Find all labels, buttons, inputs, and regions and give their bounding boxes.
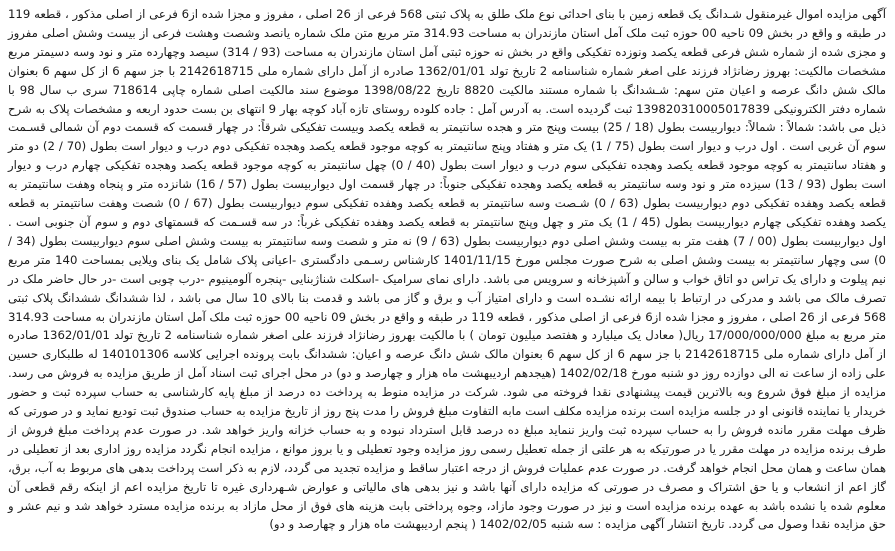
- auction-notice-text: آگهی مزایده اموال غیرمنقول شـدانگ یک قطعه زمین با بنای احداثی نوع ملک طلق به پلاک ثبتی 568 فرعی از 26 اصلی ، مفروز و مجزا شده از6 فرعی از اصلی مذکور ، قطعه 119 در طبقه و واقع در بخش 09 ناحیه 00 حوزه ثبت ملک آمل استان مازندران به مساحت 314.93 متر مربع متن ملک شماره یانصد وشصت وهشت فرعی از بیست وشش اصلی مفروز و مجزی شده از شماره شش فرعی قطعه یکصد ونوزده تفکیکی واقع در بخش نه حوزه ثبتی آمل استان مازندران به مساحت (93 / 314) سیصد وچهارده متر و نود وسه دسیمتر مربع مشخصات مالکیت: بهروز رضانژاد فرزند علی اصغر شماره شناسنامه 2 تاریخ تولد 1362/01/01 صادره از آمل دارای شماره ملی 2142618715 با جز سهم 6 از کل سهم 6 بعنوان مالک شش دانگ عرصه و اعیان متن سهم: شـشدانگ با شماره مستند مالکیت 8820 تاریخ 1398/08/22 موضوع سند مالکیت اصلی شماره چاپی 718614 سری ب سال 98 با شماره دفتر الکترونیکی 139820310005017839 ثبت گردیده است. به آدرس آمل : جاده کلوده روستای تازه آباد کوچه بهار 9 انتهای بن بست حدود اربعه و مشخصات پلاک به شرح ذیل می باشد: شمالاً : شمالاً: دیواربیست بطول (18 / 25) بیست وپنج متر و هجده سانتیمتر به قطعه یکصد وبیست تفکیکی شرقاً: در چهار قسمت که قسمت دوم آن شمالی قسـمت سوم آن غربی است . اول درب و دیوار است بطول (75 / 1) یک متر و هفتاد وپنج سانتیمتر به کوچه موجود قطعه یکصد وهجده تفکیکی دوم درب و دیوار است بطول (70 / 2) دو متر و هفتاد سانتیمتر به کوچه موجود قطعه یکصد وهجده تفکیکی سوم درب و دیوار است بطول (40 / 0) چهل سانتیمتر به کوچه موجود قطعه یکصد وهجده تفکیکی چهارم درب و دیوار است بطول (93 / 13) سیزده متر و نود وسه سانتیمتر به قطعه یکصد وهجده تفکیکی جنوباً: در چهار قسمت اول دیواربیست بطول (57 / 16) شانزده متر و پنجاه وهفت سانتیمتر به قطعه یکصد وهفده تفکیکی دوم دیواربیست بطول (63 / 0) شـصت وسه سانتیمتر به قطعه یکصد وهفده تفکیکی سوم دیواربیست بطول (67 / 0) شصت وهفت سانتیمتر به قطعه یکصد وهفده تفکیکی چهارم دیواربیست بطول (45 / 1) یک متر و چهل وپنج سانتیمتر به قطعه یکصد وهفده تفکیکی غرباً: در سه قسـمت که قسمتهای دوم و سوم آن جنوبی است . اول دیواربیست بطول (00 / 7) هفت متر به بیست وشش اصلی دوم دیواربیست بطول (63 / 9) نه متر و شصت وسه سانتیمتر به بیست وشش اصلی سوم دیواربیست بطول (34 / 0) سی وچهار سانتیمتر به بیست وشش اصلی به شرح صورت مجلس مورخ 1401/11/15 کارشناس رسـمی دادگستری -اعیانی پلاک شامل یک بنای ویلایی بمساحت 140 متر مربع نیم پیلوت و دارای یک تراس دو اتاق خواب و سالن و آشپزخانه و سرویس می باشد. دارای نمای سرامیک -اسکلت شناژبنایی -پنجره آلومینیوم -درب چوبی است -در حال حاضر ملک در تصرف مالک می باشد و مدرکی در ارتباط با بیمه ارائه نشـده است و دارای امتیاز آب و برق و گاز می باشد و قدمت بنا بالای 10 سال می باشد ، لذا ششدانگ ششدانگ پلاک ثبتی 568 فرعی از 26 اصلی ، مفروز و مجزا شده از6 فرعی از اصلی مذکور ، قطعه 119 در طبقه و واقع در بخش 09 ناحیه 00 حوزه ثبت ملک آمل استان مازندران به مساحت 314.93 متر مربع به مبلغ 17/000/000/000 ریال( معادل یک میلیارد و هفتصد میلیون تومان ) با مالکیت بهروز رضانژاد فرزند علی اصغر شماره شناسنامه 2 تاریخ تولد 1362/01/01 صادره از آمل دارای شماره ملی 2142618715 با جز سهم 6 از کل سهم 6 بعنوان مالک شش دانگ عرصه و اعیان: ششدانگ بابت پرونده اجرایی کلاسه 140101306 له طلبکاری حسین علی زاده از ساعت نه الی دوازده روز دو شنبه مورخ 1402/02/18 (هیجدهم اردیبهشت ماه هزار و چهارصد و دو) در محل اجرای ثبت اسناد آمل از طریق مزایده به فروش می رسد. مزایده از مبلغ فوق شروع وبه بالاترین قیمت پیشنهادی نقدا فروخته می شود. شرکت در مزایده منوط به پرداخت ده درصد از مبلغ پایه کارشناسی به حساب سپرده ثبت و حضور خریدار یا نماینده قانونی او در جلسه مزایده است برنده مزایده مکلف است مابه التفاوت مبلغ فروش را مدت پنج روز از تاریخ مزایده به حساب صندوق ثبت تودیع نماید و در صورتی که ظرف مهلت مقرر مانده فروش را به حساب سپرده ثبت واریز ننماید مبلغ ده درصد قابل استرداد نبوده و به حساب خزانه واریز خواهد شد. در صورت عدم پرداخت مبلغ فروش از طرف برنده مزایده در مهلت مقرر یا در صورتیکه به هر علتی از جمله تعطیل رسمی روز مزایده وجود تعطیلی و یا بروز موانع ، مزایده انجام نگردد مزایده روز اداری بعد از تعطیلی در همان ساعت و همان محل انجام خواهد گرفت. در صورت عدم عملیات فروش از درجه اعتبار ساقط و مزایده تجدید می گردد، لازم به ذکر است پرداخت بدهی های مربوط به آب، برق، گاز اعم از انشعاب و یا حق اشتراک و مصرف در صورتی که مزایده دارای آنها باشد و نیز بدهی های مالیاتی و عوارض شـهرداری غیره تا تاریخ مزایده اعم از اینکه رقم قطعی آن معلوم شده یا نشده باشد به عهده برنده مزایده است و نیز در صورت وجود مازاد، وجوه پرداختی بابت هزینه های فوق از محل مازاد به برنده مزایده مسترد خواهد شد و نیم عشر و حق مزایده نقدا وصول می گردد. تاریخ انتشار آگهی مزایده : سه شنبه 1402/02/05 ( پنجم اردیبهشت ماه هزار و چهارصد و دو): [8, 7, 887, 532]
